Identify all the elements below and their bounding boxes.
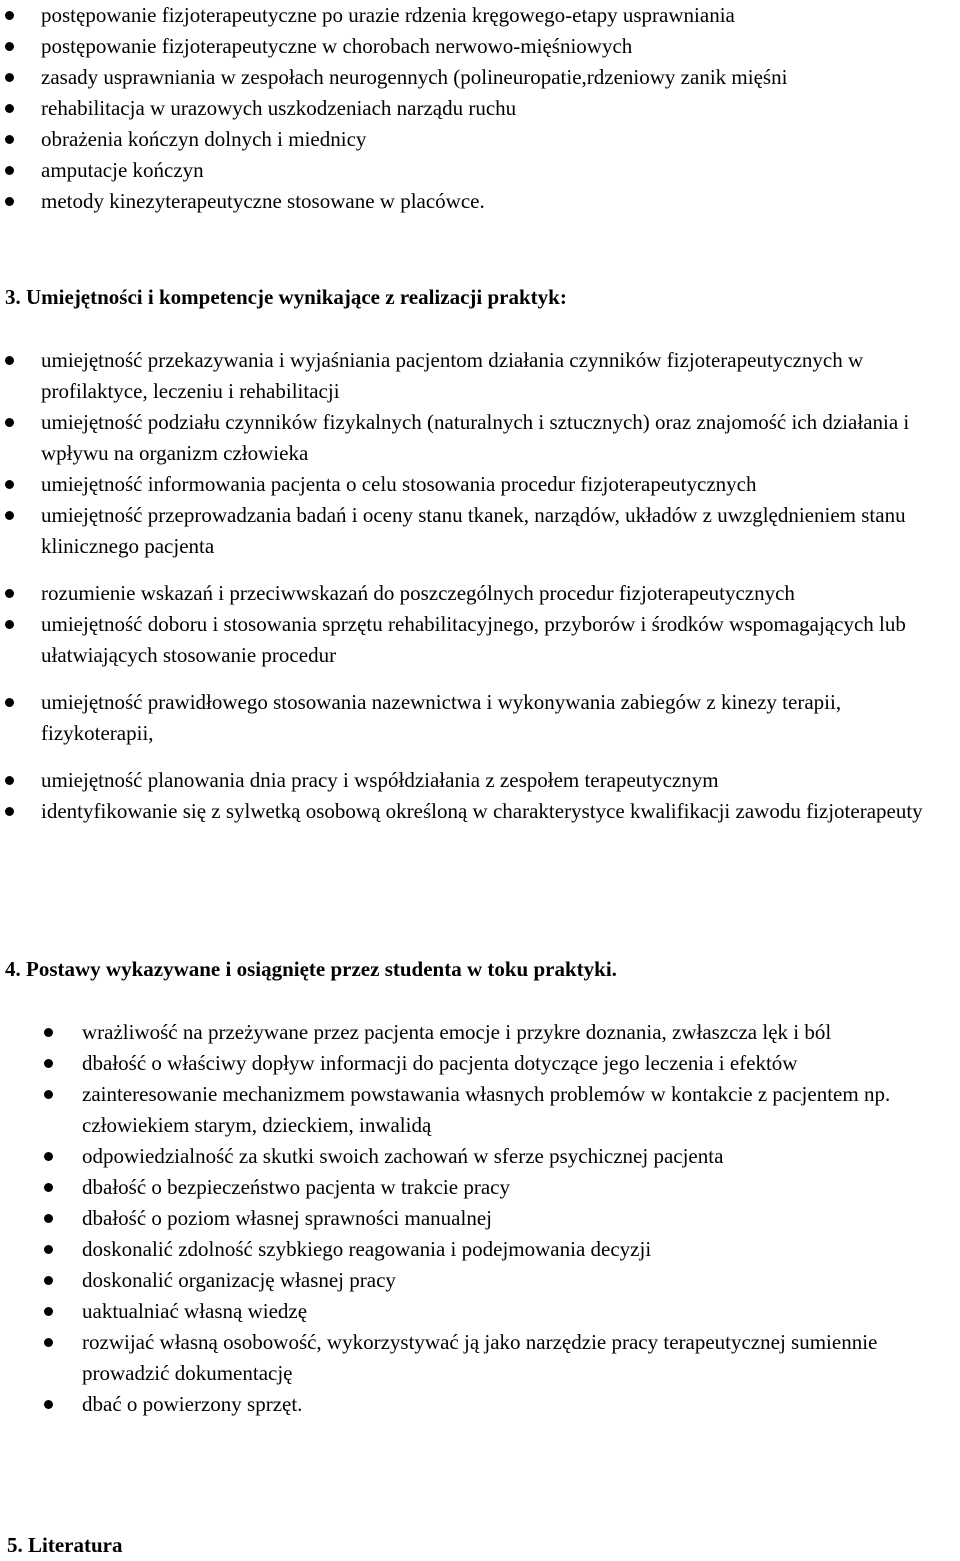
list-item: zainteresowanie mechanizmem powstawania własnych problemów w kontakcie z pacjentem np. człowiekiem starym, dzieckiem, inwalidą	[82, 1079, 958, 1141]
list-item: dbać o powierzony sprzęt.	[82, 1389, 958, 1420]
list-item: metody kinezyterapeutyczne stosowane w placówce.	[41, 186, 956, 217]
list-item: umiejętność prawidłowego stosowania nazewnictwa i wykonywania zabiegów z kinezy terapii, fizykoterapii,	[41, 687, 956, 749]
list-item: zasady usprawniania w zespołach neurogennych (polineuropatie,rdzeniowy zanik mięśni	[41, 62, 956, 93]
list-item: umiejętność planowania dnia pracy i współdziałania z zespołem terapeutycznym	[41, 765, 956, 796]
intro-bullet-list	[41, 0, 956, 217]
list-item: umiejętność informowania pacjenta o celu stosowania procedur fizjoterapeutycznych	[41, 469, 956, 500]
list-item: postępowanie fizjoterapeutyczne po urazie rdzenia kręgowego-etapy usprawniania	[41, 0, 956, 31]
section-3-heading: 3. Umiejętności i kompetencje wynikające z realizacji praktyk:	[5, 285, 567, 309]
attitudes-bullet-list	[82, 1017, 958, 1420]
list-item: uaktualniać własną wiedzę	[82, 1296, 958, 1327]
section-5-heading: 5. Literatura	[7, 1533, 123, 1557]
list-item: dbałość o właściwy dopływ informacji do pacjenta dotyczące jego leczenia i efektów	[82, 1048, 958, 1079]
skills-bullet-list	[41, 345, 956, 827]
list-item: rozumienie wskazań i przeciwwskazań do poszczególnych procedur fizjoterapeutycznych	[41, 578, 956, 609]
list-item: postępowanie fizjoterapeutyczne w chorobach nerwowo-mięśniowych	[41, 31, 956, 62]
list-item: umiejętność przeprowadzania badań i oceny stanu tkanek, narządów, układów z uwzględnieniem stanu klinicznego pacjenta	[41, 500, 956, 562]
list-item: amputacje kończyn	[41, 155, 956, 186]
list-item: umiejętność doboru i stosowania sprzętu rehabilitacyjnego, przyborów i środków wspomagających lub ułatwiających stosowanie procedur	[41, 609, 956, 671]
list-item: doskonalić zdolność szybkiego reagowania i podejmowania decyzji	[82, 1234, 958, 1265]
list-item: doskonalić organizację własnej pracy	[82, 1265, 958, 1296]
list-item: rehabilitacja w urazowych uszkodzeniach narządu ruchu	[41, 93, 956, 124]
list-item: dbałość o poziom własnej sprawności manualnej	[82, 1203, 958, 1234]
list-item: umiejętność przekazywania i wyjaśniania pacjentom działania czynników fizjoterapeutycznych w profilaktyce, leczeniu i rehabilitacji	[41, 345, 956, 407]
list-item: rozwijać własną osobowość, wykorzystywać ją jako narzędzie pracy terapeutycznej sumiennie prowadzić dokumentację	[82, 1327, 958, 1389]
list-item: dbałość o bezpieczeństwo pacjenta w trakcie pracy	[82, 1172, 958, 1203]
list-item: wrażliwość na przeżywane przez pacjenta emocje i przykre doznania, zwłaszcza lęk i ból	[82, 1017, 958, 1048]
section-4-heading: 4. Postawy wykazywane i osiągnięte przez studenta w toku praktyki.	[5, 957, 617, 981]
list-item: odpowiedzialność za skutki swoich zachowań w sferze psychicznej pacjenta	[82, 1141, 958, 1172]
list-item: obrażenia kończyn dolnych i miednicy	[41, 124, 956, 155]
list-item: identyfikowanie się z sylwetką osobową określoną w charakterystyce kwalifikacji zawodu fizjoterapeuty	[41, 796, 956, 827]
list-item: umiejętność podziału czynników fizykalnych (naturalnych i sztucznych) oraz znajomość ich działania i wpływu na organizm człowieka	[41, 407, 956, 469]
